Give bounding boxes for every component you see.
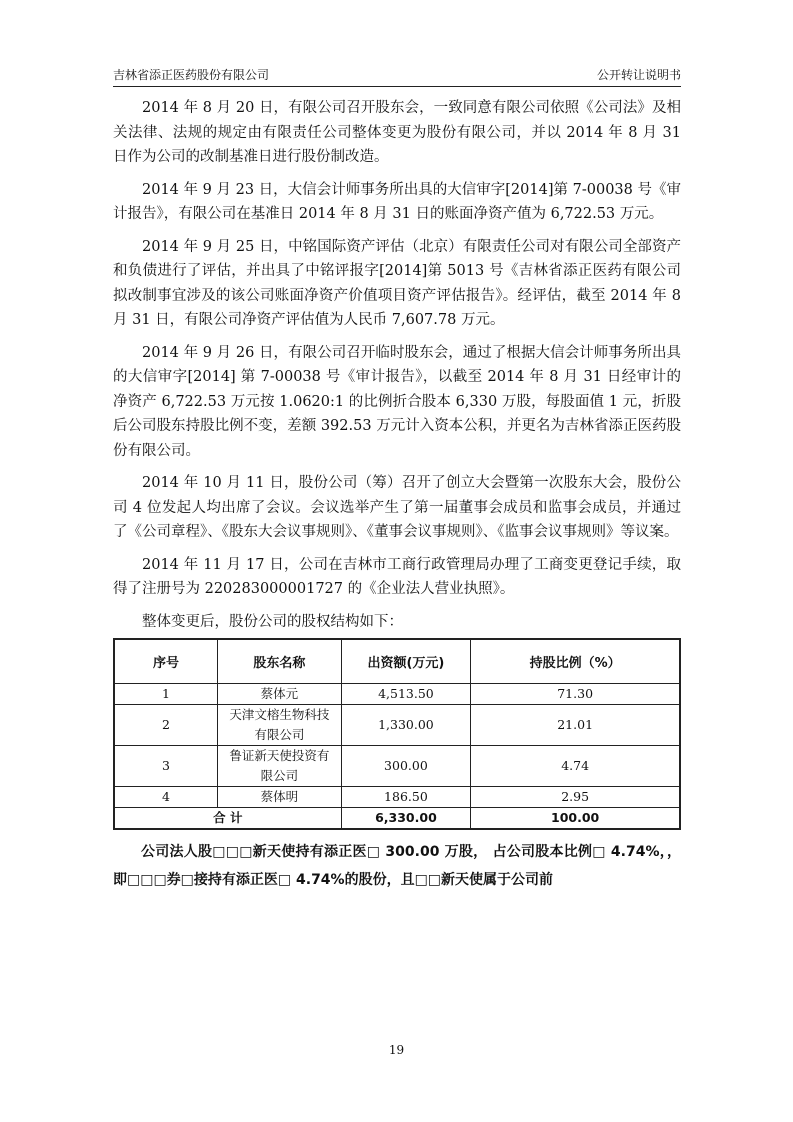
- cell-no: 2: [114, 704, 218, 745]
- cell-ratio: 4.74: [471, 745, 680, 786]
- col-header-name: 股东名称: [218, 639, 342, 684]
- table-header-row: [114, 639, 680, 684]
- paragraph: 2014 年 10 月 11 日，股份公司（筹）召开了创立大会暨第一次股东大会，股份公司 4 位发起人均出席了会议。会议选举产生了第一届董事会成员和监事会成员，并通过了《公司章程》、《股东大会议事规则》、《董事会议事规则》、《监事会议事规则》等议案。: [113, 475, 681, 540]
- cell-no: 1: [114, 683, 218, 704]
- cell-no: 4: [114, 786, 218, 807]
- bold-paragraph: 公司法人股□□□新天使持有添正医□ 300.00 万股， 占公司股本比例□ 4.74%，，即□□□券□接持有添正医□ 4.74%的股份，且□□新天使属于公司前: [113, 843, 681, 888]
- paragraph: 2014 年 11 月 17 日，公司在吉林市工商行政管理局办理了工商变更登记手续，取得了注册号为 220283000001727 的《企业法人营业执照》。: [113, 556, 681, 597]
- paragraph: 2014 年 9 月 26 日，有限公司召开临时股东会，通过了根据大信会计师事务所出具的大信审字[2014] 第 7-00038 号《审计报告》，以截至 2014 年 8 月 31 日经审计的净资产 6,722.53 万元按 1.0620:1 的比例折合股本 6,330 万股，每股面值 1 元，折股后公司股东持股比例不变，差额 392.53 万元计入资本公积，并更名为吉林省添正医药股份有限公司。: [113, 344, 681, 459]
- cell-ratio: 71.30: [471, 683, 680, 704]
- total-amount: 6,330.00: [341, 807, 471, 829]
- page-header: [113, 66, 681, 87]
- table-row: [114, 786, 680, 807]
- cell-amount: 4,513.50: [341, 683, 471, 704]
- cell-name: 鲁证新天使投资有限公司: [218, 745, 342, 786]
- table-row: [114, 704, 680, 745]
- cell-name: 蔡体明: [218, 786, 342, 807]
- total-ratio: 100.00: [471, 807, 680, 829]
- table-total-row: [114, 807, 680, 829]
- col-header-no: 序号: [114, 639, 218, 684]
- cell-ratio: 2.95: [471, 786, 680, 807]
- header-doc-type: 公开转让说明书: [596, 68, 681, 82]
- cell-name: 天津文榕生物科技有限公司: [218, 704, 342, 745]
- col-header-ratio: 持股比例（%）: [471, 639, 680, 684]
- cell-name: 蔡体元: [218, 683, 342, 704]
- table-row: [114, 745, 680, 786]
- header-company: 吉林省添正医药股份有限公司: [113, 68, 270, 82]
- cell-amount: 186.50: [341, 786, 471, 807]
- page-content: [113, 96, 681, 894]
- shareholder-table: [113, 638, 681, 830]
- table-row: [114, 683, 680, 704]
- cell-amount: 1,330.00: [341, 704, 471, 745]
- cell-ratio: 21.01: [471, 704, 680, 745]
- paragraph: 2014 年 9 月 25 日，中铭国际资产评估（北京）有限责任公司对有限公司全部资产和负债进行了评估，并出具了中铭评报字[2014]第 5013 号《吉林省添正医药有限公司拟改制事宜涉及的该公司账面净资产价值项目资产评估报告》。经评估，截至 2014 年 8 月 31 日，有限公司净资产评估值为人民币 7,607.78 万元。: [113, 238, 681, 328]
- paragraph: 2014 年 9 月 23 日，大信会计师事务所出具的大信审字[2014]第 7-00038 号《审计报告》，有限公司在基准日 2014 年 8 月 31 日的账面净资产值为 6,722.53 万元。: [113, 181, 681, 222]
- paragraph: 2014 年 8 月 20 日，有限公司召开股东会，一致同意有限公司依照《公司法》及相关法律、法规的规定由有限责任公司整体变更为股份有限公司，并以 2014 年 8 月 31 日作为公司的改制基准日进行股份制改造。: [113, 100, 681, 165]
- total-label: 合 计: [114, 807, 341, 829]
- cell-no: 3: [114, 745, 218, 786]
- cell-amount: 300.00: [341, 745, 471, 786]
- table-intro: 整体变更后，股份公司的股权结构如下：: [142, 613, 403, 630]
- col-header-amount: 出资额(万元): [341, 639, 471, 684]
- page-number: 19: [388, 1043, 405, 1057]
